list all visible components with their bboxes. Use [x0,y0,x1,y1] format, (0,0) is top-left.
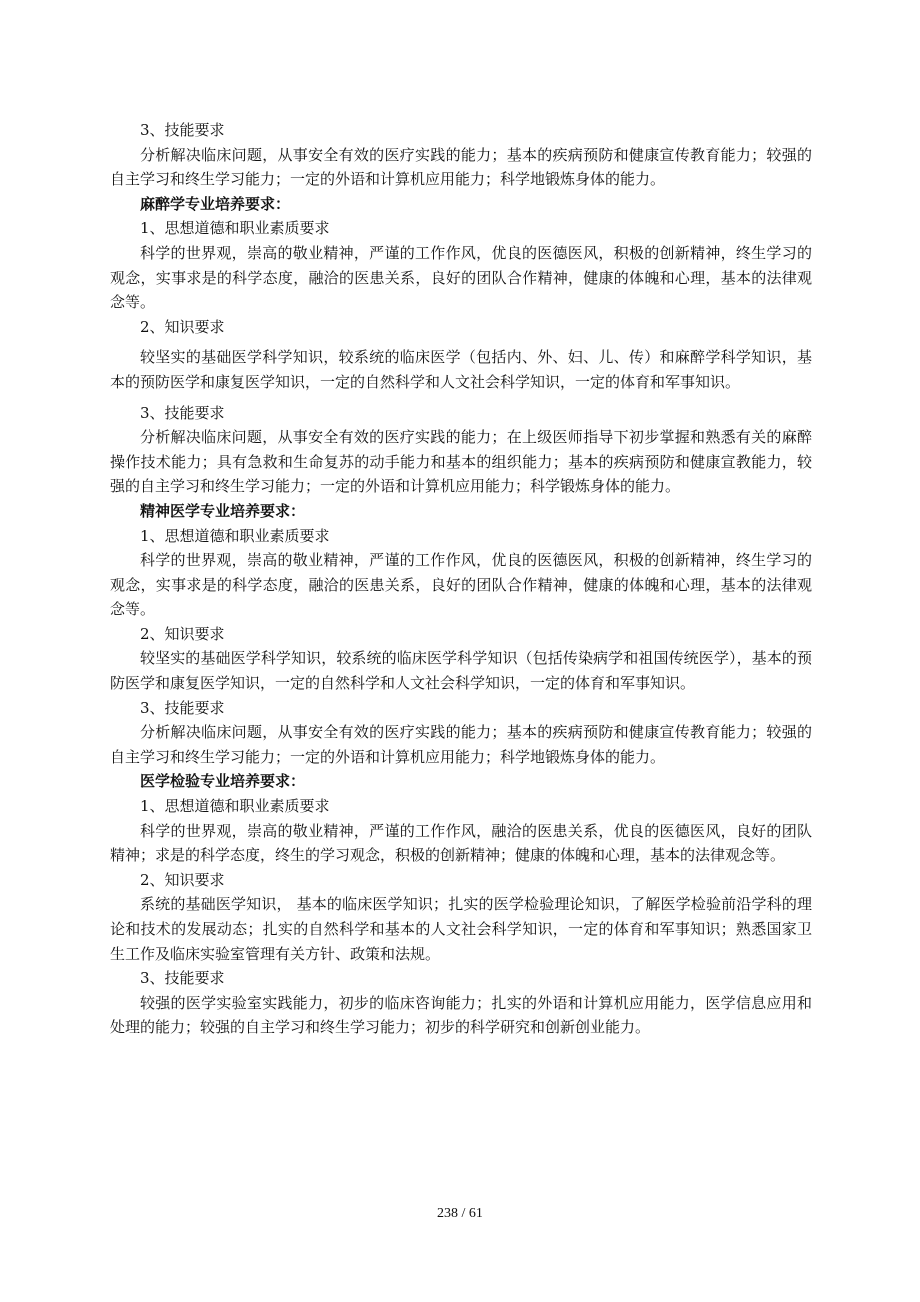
section-heading: 医学检验专业培养要求： [140,772,306,791]
subheading: 1、思想道德和职业素质要求 [140,526,330,545]
subheading: 3、技能要求 [140,121,225,139]
subheading: 1、思想道德和职业素质要求 [140,219,330,238]
paragraph: 较坚实的基础医学科学知识，较系统的临床医学（包括内、外、妇、儿、传）和麻醉学科学知识，基本的预防医学和康复医学知识，一定的自然科学和人文社会科学知识，一定的体育和军事知识。 [110,348,812,391]
paragraph: 科学的世界观，崇高的敬业精神，严谨的工作作风，融洽的医患关系，优良的医德医风，良好的团队精神；求是的科学态度，终生的学习观念，积极的创新精神；健康的体魄和心理，基本的法律观念等。 [110,821,812,865]
subheading: 3、技能要求 [140,698,225,717]
paragraph: 科学的世界观，崇高的敬业精神，严谨的工作作风，优良的医德医风，积极的创新精神，终生学习的观念，实事求是的科学态度，融洽的医患关系，良好的团队合作精神，健康的体魄和心理，基本的法律观念等。 [110,243,812,312]
paragraph: 科学的世界观，崇高的敬业精神，严谨的工作作风，优良的医德医风，积极的创新精神，终生学习的观念，实事求是的科学态度，融洽的医患关系，良好的团队合作精神，健康的体魄和心理，基本的法律观念等。 [110,551,812,619]
subheading: 2、知识要求 [140,624,225,643]
paragraph: 分析解决临床问题，从事安全有效的医疗实践的能力；基本的疾病预防和健康宣传教育能力；较强的自主学习和终生学习能力；一定的外语和计算机应用能力；科学地锻炼身体的能力。 [110,723,812,766]
page-number: 238 / 61 [437,1206,483,1221]
paragraph: 分析解决临床问题，从事安全有效的医疗实践的能力；基本的疾病预防和健康宣传教育能力；较强的自主学习和终生学习能力；一定的外语和计算机应用能力；科学地锻炼身体的能力。 [110,145,812,189]
paragraph: 较强的医学实验室实践能力，初步的临床咨询能力；扎实的外语和计算机应用能力，医学信息应用和处理的能力；较强的自主学习和终生学习能力；初步的科学研究和创新创业能力。 [110,993,812,1037]
paragraph: 较坚实的基础医学科学知识，较系统的临床医学科学知识（包括传染病学和祖国传统医学），基本的预防医学和康复医学知识，一定的自然科学和人文社会科学知识，一定的体育和军事知识。 [110,649,812,693]
subheading: 2、知识要求 [140,870,225,889]
section-heading: 麻醉学专业培养要求： [140,194,291,213]
subheading: 2、知识要求 [140,317,225,336]
paragraph: 分析解决临床问题，从事安全有效的医疗实践的能力；在上级医师指导下初步掌握和熟悉有关的麻醉操作技术能力；具有急救和生命复苏的动手能力和基本的组织能力；基本的疾病预防和健康宣教能力，较强的自主学习和终生学习能力；一定的外语和计算机应用能力；科学锻炼身体的能力。 [110,428,812,496]
document-body [110,118,812,1040]
section-heading: 精神医学专业培养要求： [140,501,306,520]
paragraph: 系统的基础医学知识， 基本的临床医学知识；扎实的医学检验理论知识，了解医学检验前沿学科的理论和技术的发展动态；扎实的自然科学和基本的人文社会科学知识，一定的体育和军事知识；熟悉国家卫生工作及临床实验室管理有关方针、政策和法规。 [110,895,812,963]
subheading: 3、技能要求 [140,403,225,422]
subheading: 3、技能要求 [140,969,225,988]
subheading: 1、思想道德和职业素质要求 [140,797,330,816]
